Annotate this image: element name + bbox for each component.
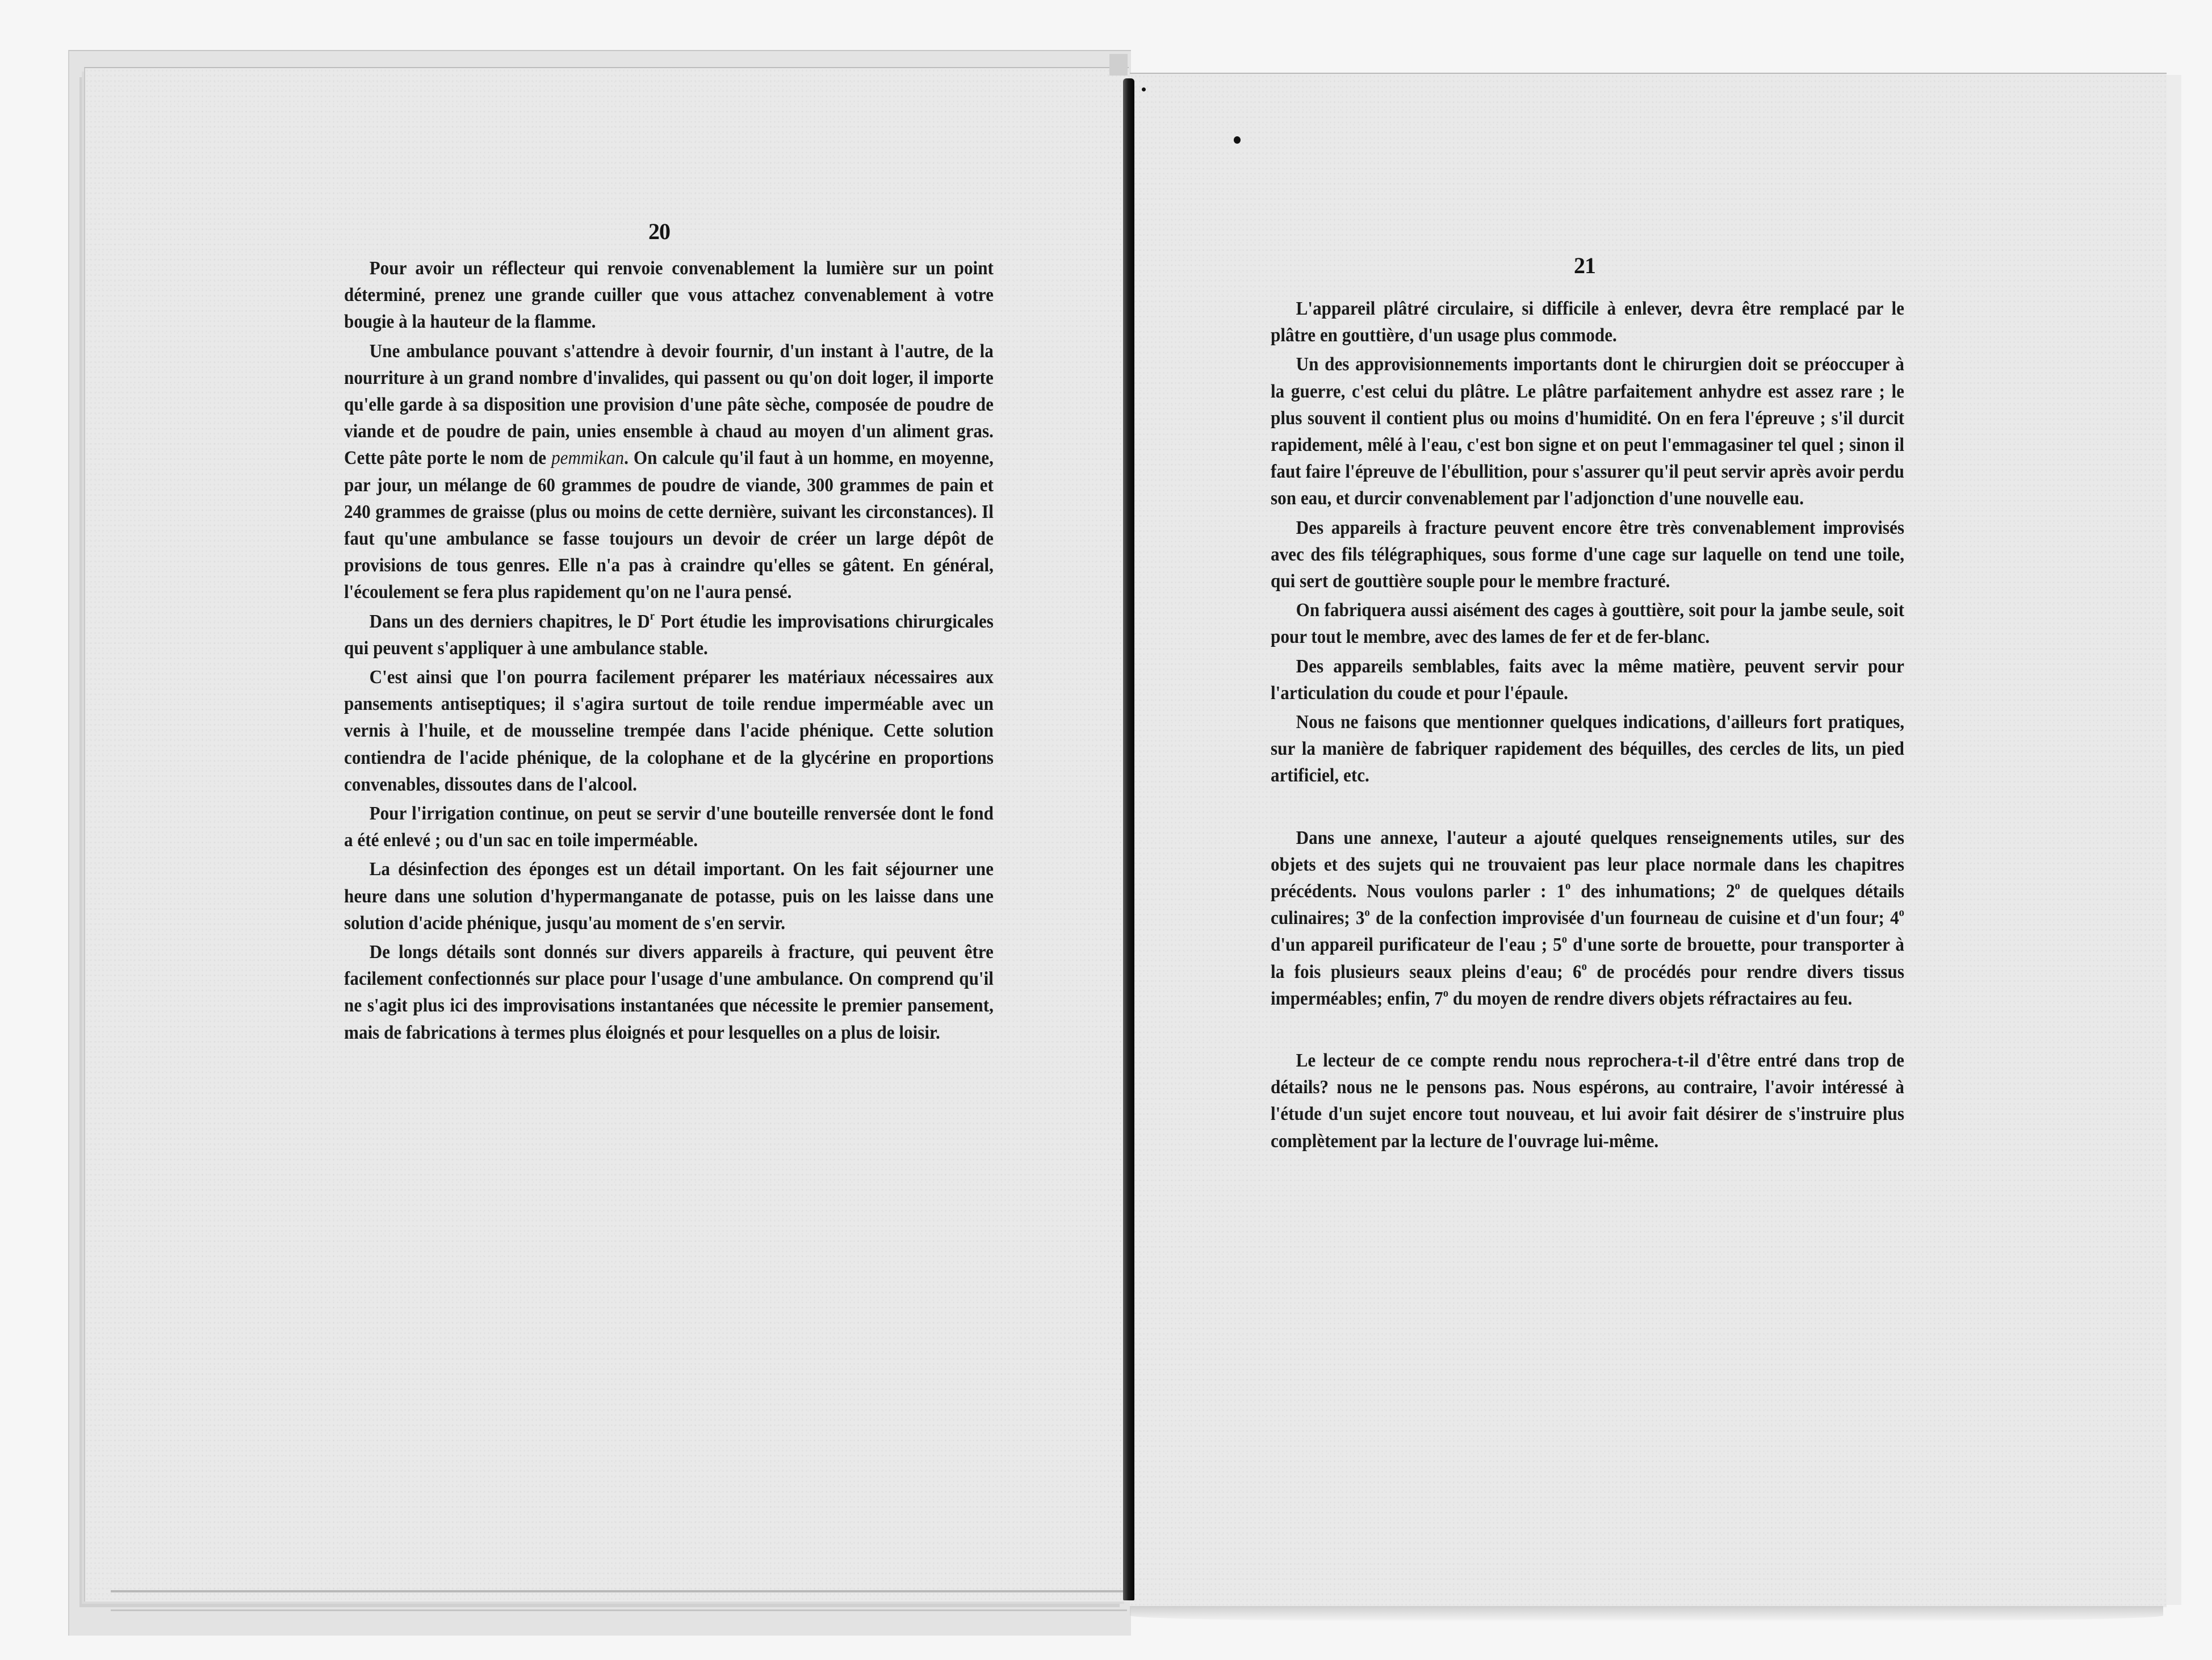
left-page-bottom-edges [111,1590,1127,1611]
left-page-text [344,255,994,1046]
paragraph: Un des approvisionnements importants dont le chirurgien doit se préoccuper à la guerre, c'est celui du plâtre. Le plâtre parfaitement anhydre est assez rare ; le plus souvent il contient plus ou moins d'humidité. On en fera l'épreuve ; s'il durcit rapidement, mêlé à l'eau, c'est bon signe et on peut l'emmagasiner tel quel ; sinon il faut faire l'épreuve de l'ébullition, pour s'assurer qu'il peut servir après avoir perdu son eau, et durcir convenablement par l'adjonction d'une nouvelle eau. [1271,354,1904,509]
paragraph: La désinfection des éponges est un détail important. On les fait séjourner une heure dans une solution d'hypermanganate de potasse, puis on les laisse dans une solution d'acide phénique, jusqu'au moment de s'en servir. [344,859,994,934]
annex-paragraph [1271,825,1904,1012]
annex-item-6: 6$^o$ de procédés pour rendre divers tissus imperméables; enfin, [1271,960,1905,1009]
annex-item-1: 1$^o$ des inhumations; [1556,880,1726,902]
annex-item-4: 4$^o$ d'un appareil purificateur de l'eau ; [1271,906,1904,956]
book-spine [1123,78,1134,1600]
text-run: . On calcule qu'il faut à un homme, en moyenne, par jour, un mélange de 60 grammes de poudre de viande, 300 grammes de pain et 240 grammes de graisse (plus ou moins de cette dernière, suivant les circonstances). Il faut qu'une ambulance se fasse toujours un devoir de créer un large dépôt de provisions de tous genres. Elle n'a pas à craindre qu'elles se gâtent. En général, l'écoulement se fera plus rapidement qu'on ne l'aura pensé. [344,448,994,603]
italic-term: pemmikan [551,448,625,469]
paragraph: Pour l'irrigation continue, on peut se servir d'une bouteille renversée dont le fond a été enlevé ; ou d'un sac en toile imperméable. [344,803,994,851]
paragraph: On fabriquera aussi aisément des cages à gouttière, soit pour la jambe seule, soit pour tout le membre, avec des lames de fer et de fer-blanc. [1271,600,1904,648]
annex-item-2: 2$^o$ de quelques détails culinaires; [1271,880,1905,929]
text-run: Dans un des derniers chapitres, le D [369,611,650,632]
right-page-text [1271,295,1904,1155]
text-run: Une ambulance pouvant s'attendre à devoir fournir, d'un instant à l'autre, de la nourriture à un grand nombre d'invalides, qui passent ou qu'on doit loger, il importe qu'elle garde à sa disposition une provision d'une pâte sèche, composée de poudre de viande et de poudre de pain, unies ensemble à chaud au moyen d'un aliment gras. Cette pâte porte le nom de [344,340,994,469]
paragraph: Nous ne faisons que mentionner quelques indications, d'ailleurs fort pratiques, sur la manière de fabriquer rapidement des béquilles, des cercles de lits, un pied artificiel, etc. [1271,712,1904,787]
annex-item-5: 5$^o$ d'une sorte de brouette, pour transporter à la fois plusieurs seaux pleins d'eau; [1271,933,1904,982]
ink-speck [1234,136,1241,144]
superscript: r [650,609,655,622]
paragraph: Des appareils semblables, faits avec la même matière, peuvent servir pour l'articulation du coude et pour l'épaule. [1271,655,1904,704]
paragraph: Pour avoir un réflecteur qui renvoie convenablement la lumière sur un point déterminé, prenez une grande cuiller que vous attachez convenablement à votre bougie à la hauteur de la flamme. [344,258,994,333]
annex-item-3: 3$^o$ de la confection improvisée d'un fourneau de cuisine et d'un four; [1355,906,1891,929]
page-number-left: 20 [648,219,670,244]
paragraph-pemmikan [344,338,994,606]
spine-top-cap [1109,54,1128,76]
page-number-right: 21 [1574,253,1595,278]
paragraph: De longs détails sont donnés sur divers appareils à fracture, qui peuvent être facilement confectionnés sur place pour l'usage d'une ambulance. On comprend qu'il ne s'agit plus ici des improvisations instantanées que nécessite le premier pansement, mais de fabrications à termes plus éloignés et pour lesquelles on a plus de loisir. [344,942,994,1043]
paragraph: L'appareil plâtré circulaire, si difficile à enlever, devra être remplacé par le plâtre en gouttière, d'un usage plus commode. [1271,298,1904,346]
right-page-bottom-shadow [1130,1606,2163,1622]
ink-speck [1142,87,1146,91]
annex-item-7: 7$^o$ du moyen de rendre divers objets réfractaires au feu. [1434,986,1853,1009]
paragraph: C'est ainsi que l'on pourra facilement préparer les matériaux nécessaires aux pansements antiseptiques; il s'agira surtout de toile rendue imperméable avec un vernis à l'huile, et de mousseline trempée dans l'acide phénique. Cette solution contiendra de l'acide phénique, de la colophane et de la glycérine en proportions convenables, dissoutes dans de l'alcool. [344,667,994,795]
closing-paragraph: Le lecteur de ce compte rendu nous reprochera-t-il d'être entré dans trop de détails? nous ne le pensons pas. Nous espérons, au contraire, l'avoir intéressé à l'étude d'un sujet encore tout nouveau, et lui avoir fait désirer de s'instruire plus complètement par la lecture de l'ouvrage lui-même. [1271,1050,1904,1152]
text-run: Port étudie les improvisations chirurgicales qui peuvent s'appliquer à une ambulance stable. [344,611,994,659]
paragraph-dr-port [344,608,994,662]
text-run: Dans une annexe, l'auteur a ajouté quelques renseignements utiles, sur des objets et des sujets qui ne trouvaient pas leur place normale dans les chapitres précédents. Nous voulons parler : [1271,827,1904,902]
paragraph: Des appareils à fracture peuvent encore être très convenablement improvisés avec des fils télégraphiques, sous forme d'une cage sur laquelle on tend une toile, qui sert de gouttière souple pour le membre fracturé. [1271,517,1904,592]
